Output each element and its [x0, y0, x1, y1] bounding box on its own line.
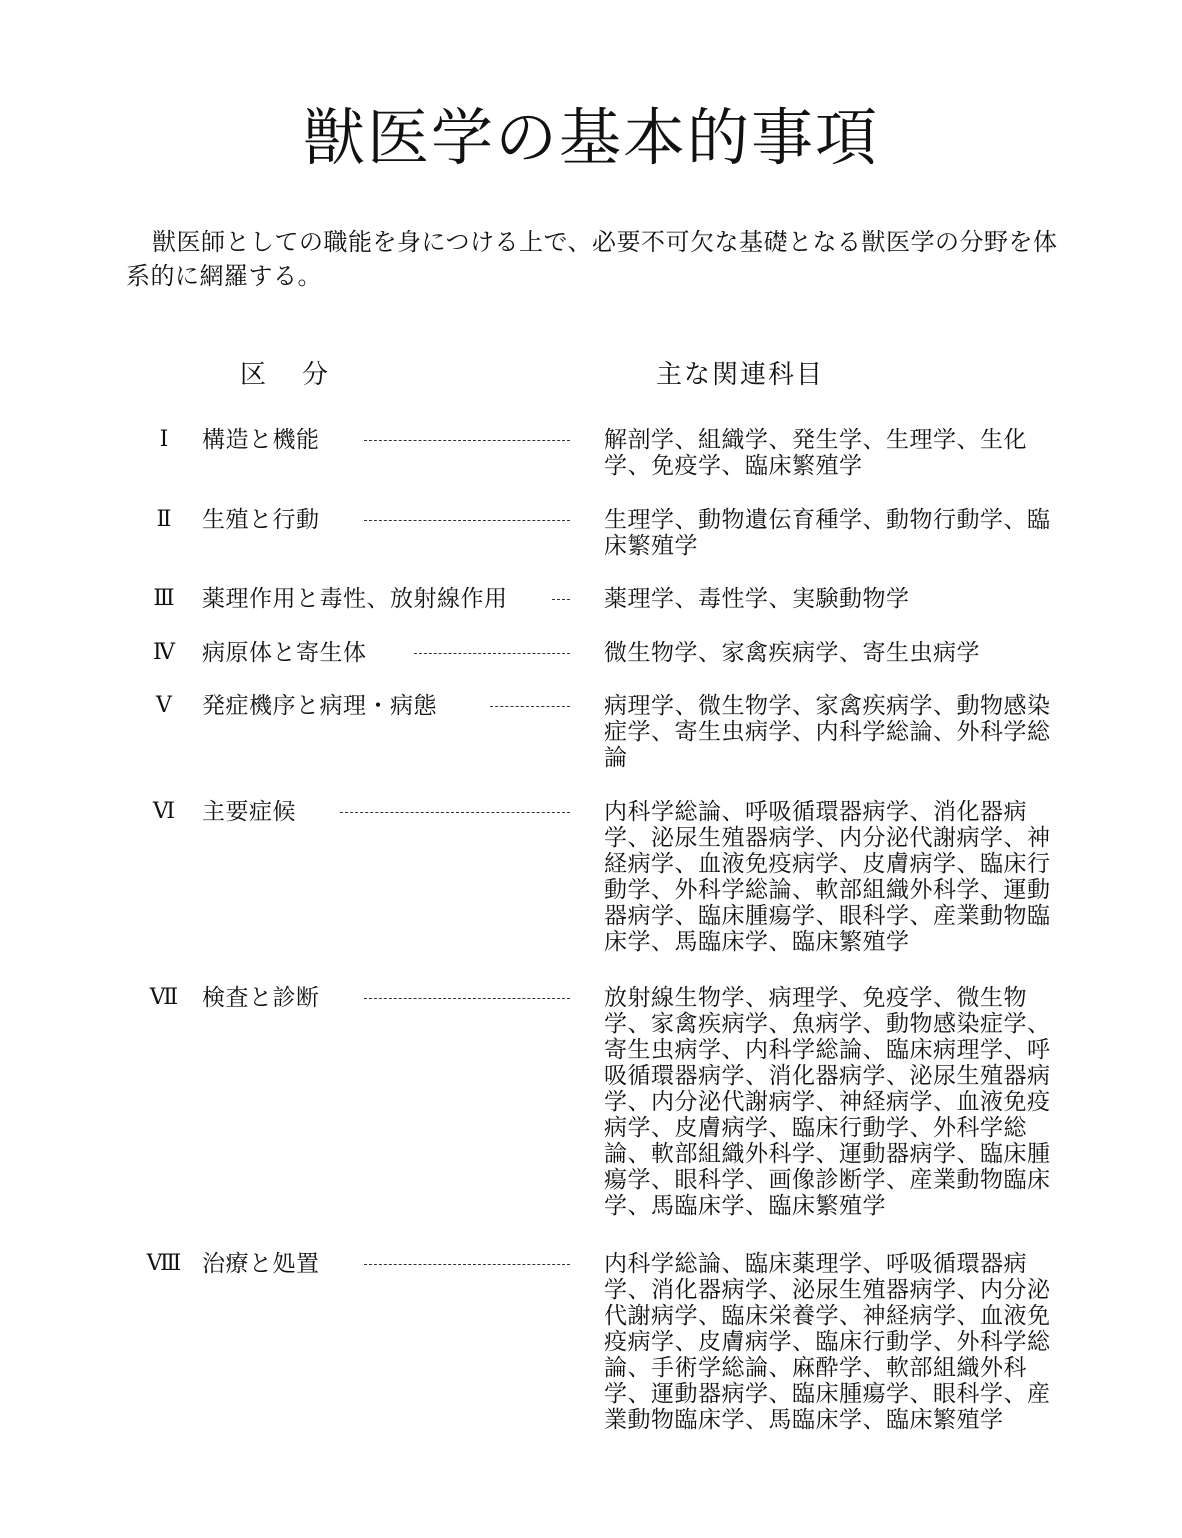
row-label: 検査と診断 — [202, 985, 320, 1011]
dashed-leader — [490, 706, 570, 707]
column-header-subjects: 主な関連科目 — [656, 360, 825, 390]
row-numeral: Ⅶ — [149, 985, 179, 1010]
intro-paragraph: 獣医師としての職能を身につける上で、必要不可欠な基礎となる獣医学の分野を体系的に網羅する。 — [126, 228, 1058, 290]
dashed-leader — [340, 812, 570, 813]
row-numeral: Ⅳ — [153, 640, 175, 665]
row-label: 治療と処置 — [202, 1251, 320, 1277]
row-subjects: 内科学総論、臨床薬理学、呼吸循環器病学、消化器病学、泌尿生殖器病学、内分泌代謝病学、臨床栄養学、神経病学、血液免疫病学、皮膚病学、臨床行動学、外科学総論、手術学総論、麻酔学、軟部組織外科学、運動器病学、臨床腫瘍学、眼科学、産業動物臨床学、馬臨床学、臨床繁殖学 — [604, 1251, 1051, 1433]
row-subjects: 薬理学、毒性学、実験動物学 — [604, 586, 910, 612]
dashed-leader — [364, 998, 570, 999]
row-subjects: 放射線生物学、病理学、免疫学、微生物学、家禽疾病学、魚病学、動物感染症学、寄生虫病学、内科学総論、臨床病理学、呼吸循環器病学、消化器病学、泌尿生殖器病学、内分泌代謝病学、神経病学、血液免疫病学、皮膚病学、臨床行動学、外科学総論、軟部組織外科学、運動器病学、臨床腫瘍学、眼科学、画像診断学、産業動物臨床学、馬臨床学、臨床繁殖学 — [604, 985, 1051, 1219]
row-subjects: 病理学、微生物学、家禽疾病学、動物感染症学、寄生虫病学、内科学総論、外科学総論 — [604, 693, 1051, 771]
row-label: 病原体と寄生体 — [202, 640, 367, 666]
row-label: 主要症候 — [202, 799, 296, 825]
dashed-leader — [414, 653, 570, 654]
row-subjects: 生理学、動物遺伝育種学、動物行動学、臨床繁殖学 — [604, 507, 1051, 559]
dashed-leader — [364, 1264, 570, 1265]
row-numeral: Ⅴ — [156, 693, 172, 718]
column-header-category: 区分 — [240, 360, 365, 390]
row-subjects: 微生物学、家禽疾病学、寄生虫病学 — [604, 640, 980, 666]
page-title: 獣医学の基本的事項 — [302, 101, 879, 174]
row-numeral: Ⅰ — [159, 427, 169, 452]
row-label: 生殖と行動 — [202, 507, 320, 533]
row-label: 薬理作用と毒性、放射線作用 — [202, 586, 508, 612]
row-numeral: Ⅲ — [153, 586, 175, 611]
dashed-leader — [364, 520, 570, 521]
row-subjects: 解剖学、組織学、発生学、生理学、生化学、免疫学、臨床繁殖学 — [604, 427, 1027, 479]
row-label: 構造と機能 — [202, 427, 320, 453]
row-numeral: Ⅷ — [146, 1251, 182, 1276]
dashed-leader — [552, 599, 570, 600]
row-numeral: Ⅵ — [152, 799, 176, 824]
row-subjects: 内科学総論、呼吸循環器病学、消化器病学、泌尿生殖器病学、内分泌代謝病学、神経病学、血液免疫病学、皮膚病学、臨床行動学、外科学総論、軟部組織外科学、運動器病学、臨床腫瘍学、眼科学、産業動物臨床学、馬臨床学、臨床繁殖学 — [604, 799, 1051, 955]
dashed-leader — [364, 440, 570, 441]
row-label: 発症機序と病理・病態 — [202, 693, 437, 719]
row-numeral: Ⅱ — [156, 507, 172, 532]
